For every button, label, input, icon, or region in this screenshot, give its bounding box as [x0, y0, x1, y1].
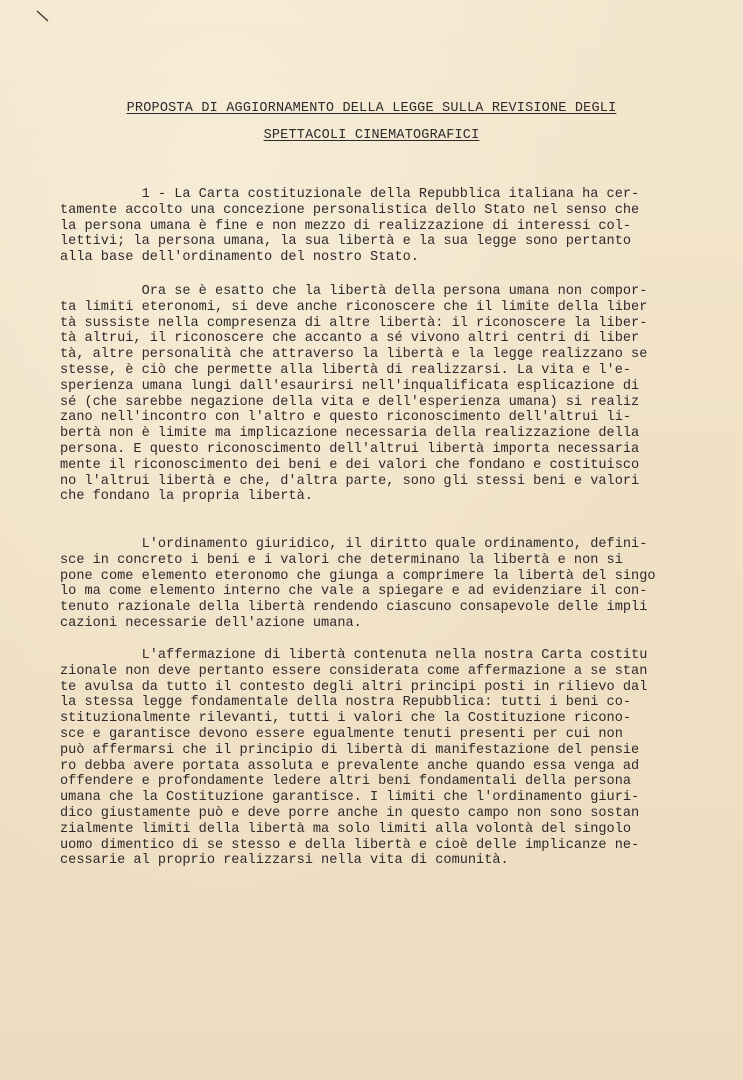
- pen-stroke-mark: [36, 10, 50, 24]
- paragraph-3: L'ordinamento giuridico, il diritto quale ordinamento, defini- sce in concreto i beni e i valori che determinano la libertà e non si pone come elemento eteronomo che giunga a comprimere la libertà del singo lo ma come elemento interno che vale a spiegare e ad evidenziare il con- tenuto razionale della libertà rendendo ciascuno consapevole delle impli cazioni necessarie dell'azione umana.: [60, 537, 656, 631]
- document-title-line-2: SPETTACOLI CINEMATOGRAFICI: [263, 128, 480, 143]
- paragraph-2: Ora se è esatto che la libertà della persona umana non compor- ta limiti eteronomi, si deve anche riconoscere che il limite della liber tà sussiste nella compresenza di altre libertà: il riconoscere la liber- tà altrui, il riconoscere che accanto a sé vivono altri centri di liber tà, altre personalità che attraverso la libertà e la legge realizzano se stesse, è ciò che permette alla libertà di realizzarsi. La vita e l'e- sperienza umana lungi dall'esaurirsi nell'inqualificata esplicazione di sé (che sarebbe negazione della vita e dell'esperienza umana) si realiz zano nell'incontro con l'altro e questo riconoscimento dell'altrui li- bertà non è limite ma implicazione necessaria della realizzazione della persona. E questo riconoscimento dell'altrui libertà importa necessaria mente il riconoscimento dei beni e dei valori che fondano e costituisco no l'altrui libertà e che, d'altra parte, sono gli stessi beni e valori che fondano la propria libertà.: [60, 284, 648, 505]
- document-title-line-1: PROPOSTA DI AGGIORNAMENTO DELLA LEGGE SULLA REVISIONE DEGLI: [126, 101, 617, 116]
- paragraph-1: 1 - La Carta costituzionale della Repubblica italiana ha cer- tamente accolto una concezione personalistica dello Stato nel senso che la persona umana è fine e non mezzo di realizzazione di interessi col- lettivi; la persona umana, la sua libertà e la sua legge sono pertanto alla base dell'ordinamento del nostro Stato.: [60, 187, 640, 266]
- paragraph-4: L'affermazione di libertà contenuta nella nostra Carta costitu zionale non deve pertanto essere considerata come affermazione a se stan te avulsa da tutto il contesto degli altri principi posti in rilievo dal la stessa legge fondamentale della nostra Repubblica: tutti i beni co- stituzionalmente rilevanti, tutti i valori che la Costituzione ricono- sce e garantisce devono essere egualmente tenuti presenti per cui non può affermarsi che il principio di libertà di manifestazione del pensie ro debba avere portata assoluta e prevalente anche quando essa venga ad offendere e profondamente ledere altri beni fondamentali della persona umana che la Costituzione garantisce. I limiti che l'ordinamento giuri- dico giustamente può e deve porre anche in questo campo non sono sostan zialmente limiti della libertà ma solo limiti alla volontà del singolo uomo dimentico di se stesso e della libertà e cioè delle implicanze ne- cessarie al proprio realizzarsi nella vita di comunità.: [60, 648, 648, 869]
